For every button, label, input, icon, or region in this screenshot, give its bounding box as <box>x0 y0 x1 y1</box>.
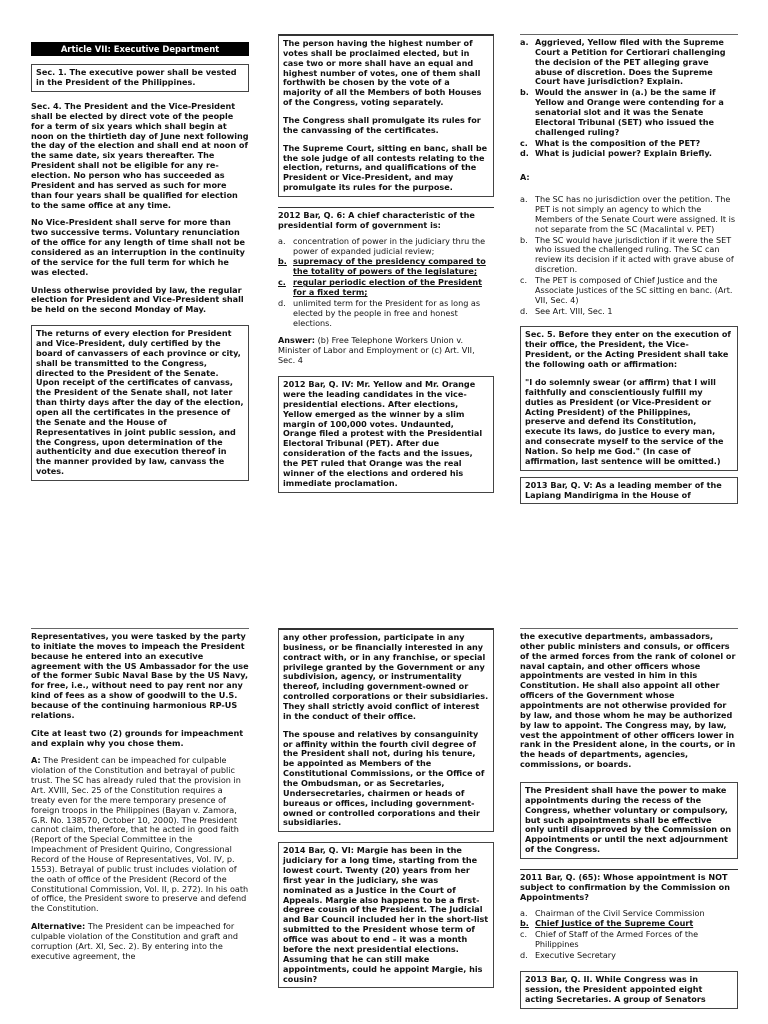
col2-top <box>278 34 494 503</box>
impeachment-intro: Representatives, you were tasked by the party to initiate the moves to impeach the President because he entered into an executive agreement with the US Ambassador for the use of the former Subic Naval Base by the US Navy, for free, i.e., without need to pay rent nor any kind of fees as a show of goodwill to the U.S. because of the continuing harmonious RP-US relations. <box>31 631 249 720</box>
impeachment-answer: A: The President can be impeached for culpable violation of the Constitution and betrayal of public trust. The SC has already ruled that the provision in Art. XVIII, Sec. 25 of the Constitution requires a treaty even for the mere temporary presence of foreign troops in the Philippines (Bayan v. Zamora, G.R. No. 138570, October 10, 2000). The President cannot claim, therefore, that he acted in good faith (Report of the Special Committee in the Impeachment of President Quirino, Congressional Record of the House of Representatives, Vol. IV, p. 1553). Betrayal of public trust includes violation of the oath of office of the President (Record of the Constitutional Commission, Vol. II, p. 272). In his oath of office, the President swore to preserve and defend the Constitution. <box>31 755 249 914</box>
prohibition-box <box>278 628 494 832</box>
appointments-paragraph: the executive departments, ambassadors, other public ministers and consuls, or officers of the armed forces from the rank of colonel or naval captain, and other officers whose appointments are vested in him in this Constitution. He shall also appoint all other officers of the Government whose appointments are not otherwise provided for by law, and those whom he may be authorized by law to appoint. The Congress may, by law, vest the appointment of other officers lower in rank in the President alone, in the courts, or in the heads of departments, agencies, commissions, or boards. <box>520 628 738 770</box>
subquestion-a: a. Aggrieved, Yellow filed with the Supreme Court a Petition for Certiorari challenging the decision of the PET alleging grave abuse of discretion. Does the Supreme Court have jurisdiction? Explain. <box>520 37 726 87</box>
impeachment-alternative: Alternative: The President can be impeached for culpable violation of the Constitution and graft and corruption (Art. XI, Sec. 2). By entering into the executive agreement, the <box>31 921 239 961</box>
col3-bottom <box>520 628 738 1019</box>
q6-options <box>278 237 494 329</box>
sec1-box: Sec. 1. The executive power shall be vested in the President of the Philippines. <box>31 64 249 92</box>
sec4-paragraph-3: Unless otherwise provided by law, the regular election for President and Vice-President shall be held on the second Monday of May. <box>31 284 244 315</box>
article-header: Article VII: Executive Department <box>31 42 249 56</box>
answer-a: a. The SC has no jurisdiction over the petition. The PET is not simply an agency to which the Members of the Senate Court were assigned. It is not separate from the SC (Macalintal v. PET) <box>520 194 736 234</box>
col2-bottom <box>278 628 494 998</box>
subquestion-c: c. What is the composition of the PET? <box>520 137 701 148</box>
subquestion-list <box>520 38 738 159</box>
canvass-paragraph-3: The Supreme Court, sitting en banc, shall be the sole judge of all contests relating to the election, returns, and qualifications of the President or Vice-President, and may promulgate its rules for the purpose. <box>283 142 488 193</box>
sec5-text: Sec. 5. Before they enter on the execution of their office, the President, the Vice-President, or the Acting President shall take the following oath or affirmation: <box>525 329 731 370</box>
answer-list <box>520 195 738 316</box>
q6-block <box>278 207 494 366</box>
col3-top <box>520 34 738 514</box>
q2011-options <box>520 909 738 961</box>
answer-c: c. The PET is composed of Chief Justice and the Associate Justices of the SC sitting en banc. (Art. VII, Sec. 4) <box>520 275 733 305</box>
col1-bottom <box>31 628 249 970</box>
impeachment-block <box>31 628 249 962</box>
sec4-block <box>31 102 249 315</box>
q2011-option-a: a. Chairman of the Civil Service Commission <box>520 907 705 918</box>
q2014-box: 2014 Bar, Q. VI: Margie has been in the judiciary for a long time, starting from the lowest court. Twenty (20) years from her first year in the judiciary, she was nominated as a Justice in the Court of Appeals. Margie also happens to be a first-degree cousin of the President. The Judicial and Bar Council included her in the short-list submitted to the President whose term of office was about to end – it was a month before the next presidential elections. Assuming that he can still make appointments, could he appoint Margie, his cousin? <box>278 842 494 988</box>
canvass-paragraph-1: The person having the highest number of votes shall be proclaimed elected, but in case two or more shall have an equal and highest number of votes, one of them shall forthwith be chosen by the vote of a majority of all the Members of both Houses of the Congress, voting separately. <box>283 38 482 108</box>
subquestion-d: d. What is judicial power? Explain Briefly. <box>520 148 712 159</box>
q6-option-b: b. supremacy of the presidency compared to the totality of powers of the legislature; <box>278 256 486 277</box>
q4-box: 2012 Bar, Q. IV: Mr. Yellow and Mr. Orange were the leading candidates in the vice-presidential elections. After elections, Yellow emerged as the winner by a slim margin of 100,000 votes. Undaunted, Orange filed a protest with the Presidential Electoral Tribunal (PET). After due consideration of the facts and the issues, the PET ruled that Orange was the real winner of the elections and ordered his immediate proclamation. <box>278 376 494 492</box>
canvass-box <box>278 34 494 197</box>
impeachment-ask: Cite at least two (2) grounds for impeachment and explain why you chose them. <box>31 727 244 748</box>
q2011-option-b: b. Chief Justice of the Supreme Court <box>520 918 694 929</box>
q6-option-c: c. regular periodic election of the President for a fixed term; <box>278 277 482 298</box>
oath-text: "I do solemnly swear (or affirm) that I will faithfully and conscientiously fulfill my duties as President (or Vice-President or Acting President) of the Philippines, preserve and defend its Constitution, execute its laws, do justice to every man, and consecrate myself to the service of the Nation. So help me God." (In case of affirmation, last sentence will be omitted.) <box>525 376 724 466</box>
canvass-paragraph-2: The Congress shall promulgate its rules for the canvassing of the certificates. <box>283 115 481 135</box>
prohibition-paragraph-1: any other profession, participate in any business, or be financially interested in any contract with, or in any franchise, or special privilege granted by the Government or any subdivision, agency, or instrumentality thereof, including government-owned or controlled corporations or their subsidiaries. They shall strictly avoid conflict of interest in the conduct of their office. <box>283 632 489 721</box>
q6-question: 2012 Bar, Q. 6: A chief characteristic of the presidential form of government is: <box>278 210 475 230</box>
q4-subquestions <box>520 34 738 159</box>
q6-option-a: a. concentration of power in the judiciary thru the power of expanded judicial review; <box>278 235 486 256</box>
q2011-option-c: c. Chief of Staff of the Armed Forces of the Philippines <box>520 929 699 950</box>
col1-top <box>31 30 249 491</box>
q2011-option-d: d. Executive Secretary <box>520 950 616 961</box>
sec4-paragraph-2: No Vice-President shall serve for more than two successive terms. Voluntary renunciation of the office for any length of time shall not be considered as an interruption in the continuity of the service for the full term for which he was elected. <box>31 217 245 277</box>
answer-d: d. See Art. VIII, Sec. 1 <box>520 305 613 316</box>
sec4-paragraph-1: Sec. 4. The President and the Vice-President shall be elected by direct vote of the people for a term of six years which shall begin at noon on the thirtieth day of June next following the day of the election and shall end at noon of the same date, six years thereafter. The President shall not be eligible for any re-election. No person who has succeeded as President and has served as such for more than four years shall be qualified for election to the same office at any time. <box>31 100 249 210</box>
q6-option-d: d. unlimited term for the President for as long as elected by the people in free and honest elections. <box>278 297 481 328</box>
prohibition-paragraph-2: The spouse and relatives by consanguinity or affinity within the fourth civil degree of the President shall not, during his tenure, be appointed as Members of the Constitutional Commissions, or the Office of the Ombudsman, or as Secretaries, Undersecretaries, chairmen or heads of bureaus or offices, including government-owned or controlled corporations and their subsidiaries. <box>283 728 485 828</box>
subquestion-b: b. Would the answer in (a.) be the same if Yellow and Orange were contending for a senatorial slot and it was the Senate Electoral Tribunal (SET) who issued the challenged ruling? <box>520 87 724 137</box>
q2011-question: 2011 Bar, Q. (65): Whose appointment is NOT subject to confirmation by the Commission on Appointments? <box>520 872 730 902</box>
sec5-box <box>520 326 738 470</box>
q6-answer: Answer: (b) Free Telephone Workers Union v. Minister of Labor and Employment or (c) Art. VII, Sec. 4 <box>278 335 475 366</box>
q2013b-box: 2013 Bar, Q. II. While Congress was in session, the President appointed eight acting Secretaries. A group of Senators <box>520 971 738 1009</box>
answer-b: b. The SC would have jurisdiction if it were the SET who issued the challenged ruling. The SC can review its decision if it acted with grave abuse of discretion. <box>520 234 734 275</box>
recess-appointments-box: The President shall have the power to make appointments during the recess of the Congress, whether voluntary or compulsory, but such appointments shall be effective only until disapproved by the Commission on Appointments or until the next adjournment of the Congress. <box>520 782 738 859</box>
bar2013-box: 2013 Bar, Q. V: As a leading member of the Lapiang Mandirigma in the House of <box>520 477 738 505</box>
q2011-block <box>520 869 738 961</box>
returns-box: The returns of every election for President and Vice-President, duly certified by the board of canvassers of each province or city, shall be transmitted to the Congress, directed to the President of the Senate. Upon receipt of the certificates of canvass, the President of the Senate shall, not later than thirty days after the day of the election, open all the certificates in the presence of the Senate and the House of Representatives in joint public session, and the Congress, upon determination of the authenticity and due execution thereof in the manner provided by law, canvass the votes. <box>31 325 249 481</box>
answer-label: A: <box>520 172 530 183</box>
